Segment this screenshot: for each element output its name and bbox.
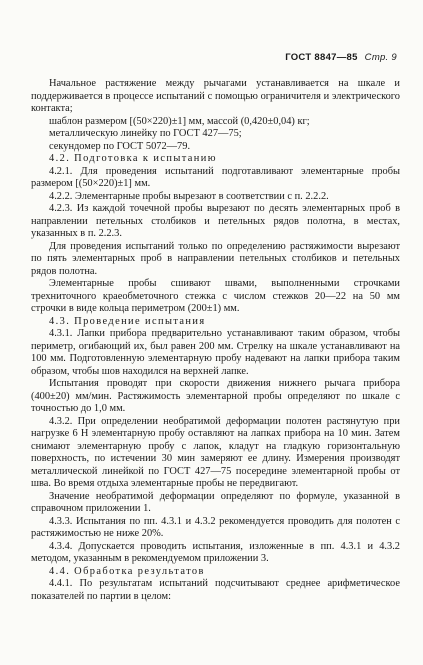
paragraph: 4.2.1. Для проведения испытаний подготавливают элементарные пробы размером [(50×220)±1] мм. [31,165,400,189]
paragraph: 4.3.1. Лапки прибора предварительно устанавливают таким образом, чтобы периметр, огибающий их, был равен 200 мм. Стрелку на шкале устанавливают на 100 мм. Подготовленную элементарную пробу надевают на лапки прибора таким образом, чтобы шов находился на верхней лапке. [31,328,400,377]
section-heading: 4.3. Проведение испытания [49,315,206,327]
paragraph: 4.4.1. По результатам испытаний подсчитывают среднее арифметическое показателей по партии в целом: [31,578,400,602]
paragraph: Испытания проводят при скорости движения нижнего рычага прибора (400±20) мм/мин. Растяжимость элементарной пробы определяют по шкале с точностью до 1,0 мм. [31,378,400,414]
section-heading: 4.4. Обработка результатов [49,565,205,577]
section-heading: 4.2. Подготовка к испытанию [49,153,217,164]
paragraph: Начальное растяжение между рычагами устанавливается на шкале и поддерживается в процессе испытаний с помощью ограничителя и электрического контакта; [31,78,400,114]
paragraph: Значение необратимой деформации определяют по формуле, указанной в справочном приложении 1. [31,490,400,514]
paragraph: 4.2.3. Из каждой точечной пробы вырезают по десять элементарных проб в направлении петельных столбиков и петельных рядов полотна, в местах, указанных в п. 2.2.3. [31,203,400,239]
document-body [31,78,400,603]
page-header [285,52,397,63]
list-item: металлическую линейку по ГОСТ 427—75; [49,128,242,139]
list-item: шаблон размером [(50×220)±1] мм, массой (0,420±0,04) кг; [49,115,310,127]
paragraph: 4.3.3. Испытания по пп. 4.3.1 и 4.3.2 рекомендуется проводить для полотен с растяжимостью не ниже 20%. [31,515,400,539]
paragraph: Для проведения испытаний только по определению растяжимости вырезают по пять элементарных проб в направлении петельных столбиков и петельных рядов полотна. [31,240,400,277]
page-number: Стр. 9 [364,52,397,63]
paragraph: 4.2.2. Элементарные пробы вырезают в соответствии с п. 2.2.2. [49,190,329,202]
standard-number: ГОСТ 8847—85 [285,52,358,63]
paragraph: 4.3.2. При определении необратимой деформации полотен растянутую при нагрузке 6 Н элементарную пробу оставляют на лапках прибора на 10 мин. Затем снимают элементарную пробу с лапок, кладут на гладкую горизонтальную поверхность, по истечении 30 мин замеряют ее длину. Измерения производят металлической линейкой по ГОСТ 427—75 посередине элементарной пробы от шва. Во время отдыха элементарные пробы не передвигают. [31,415,400,489]
list-item: секундомер по ГОСТ 5072—79. [49,140,191,152]
paragraph: Элементарные пробы сшивают швами, выполненными строчками трехниточного краеобметочного стежка с числом стежков 20—22 на 50 мм строчки в виде кольца периметром (200±1) мм. [31,278,400,314]
paragraph: 4.3.4. Допускается проводить испытания, изложенные в пп. 4.3.1 и 4.3.2 методом, указанным в рекомендуемом приложении 3. [31,540,400,564]
